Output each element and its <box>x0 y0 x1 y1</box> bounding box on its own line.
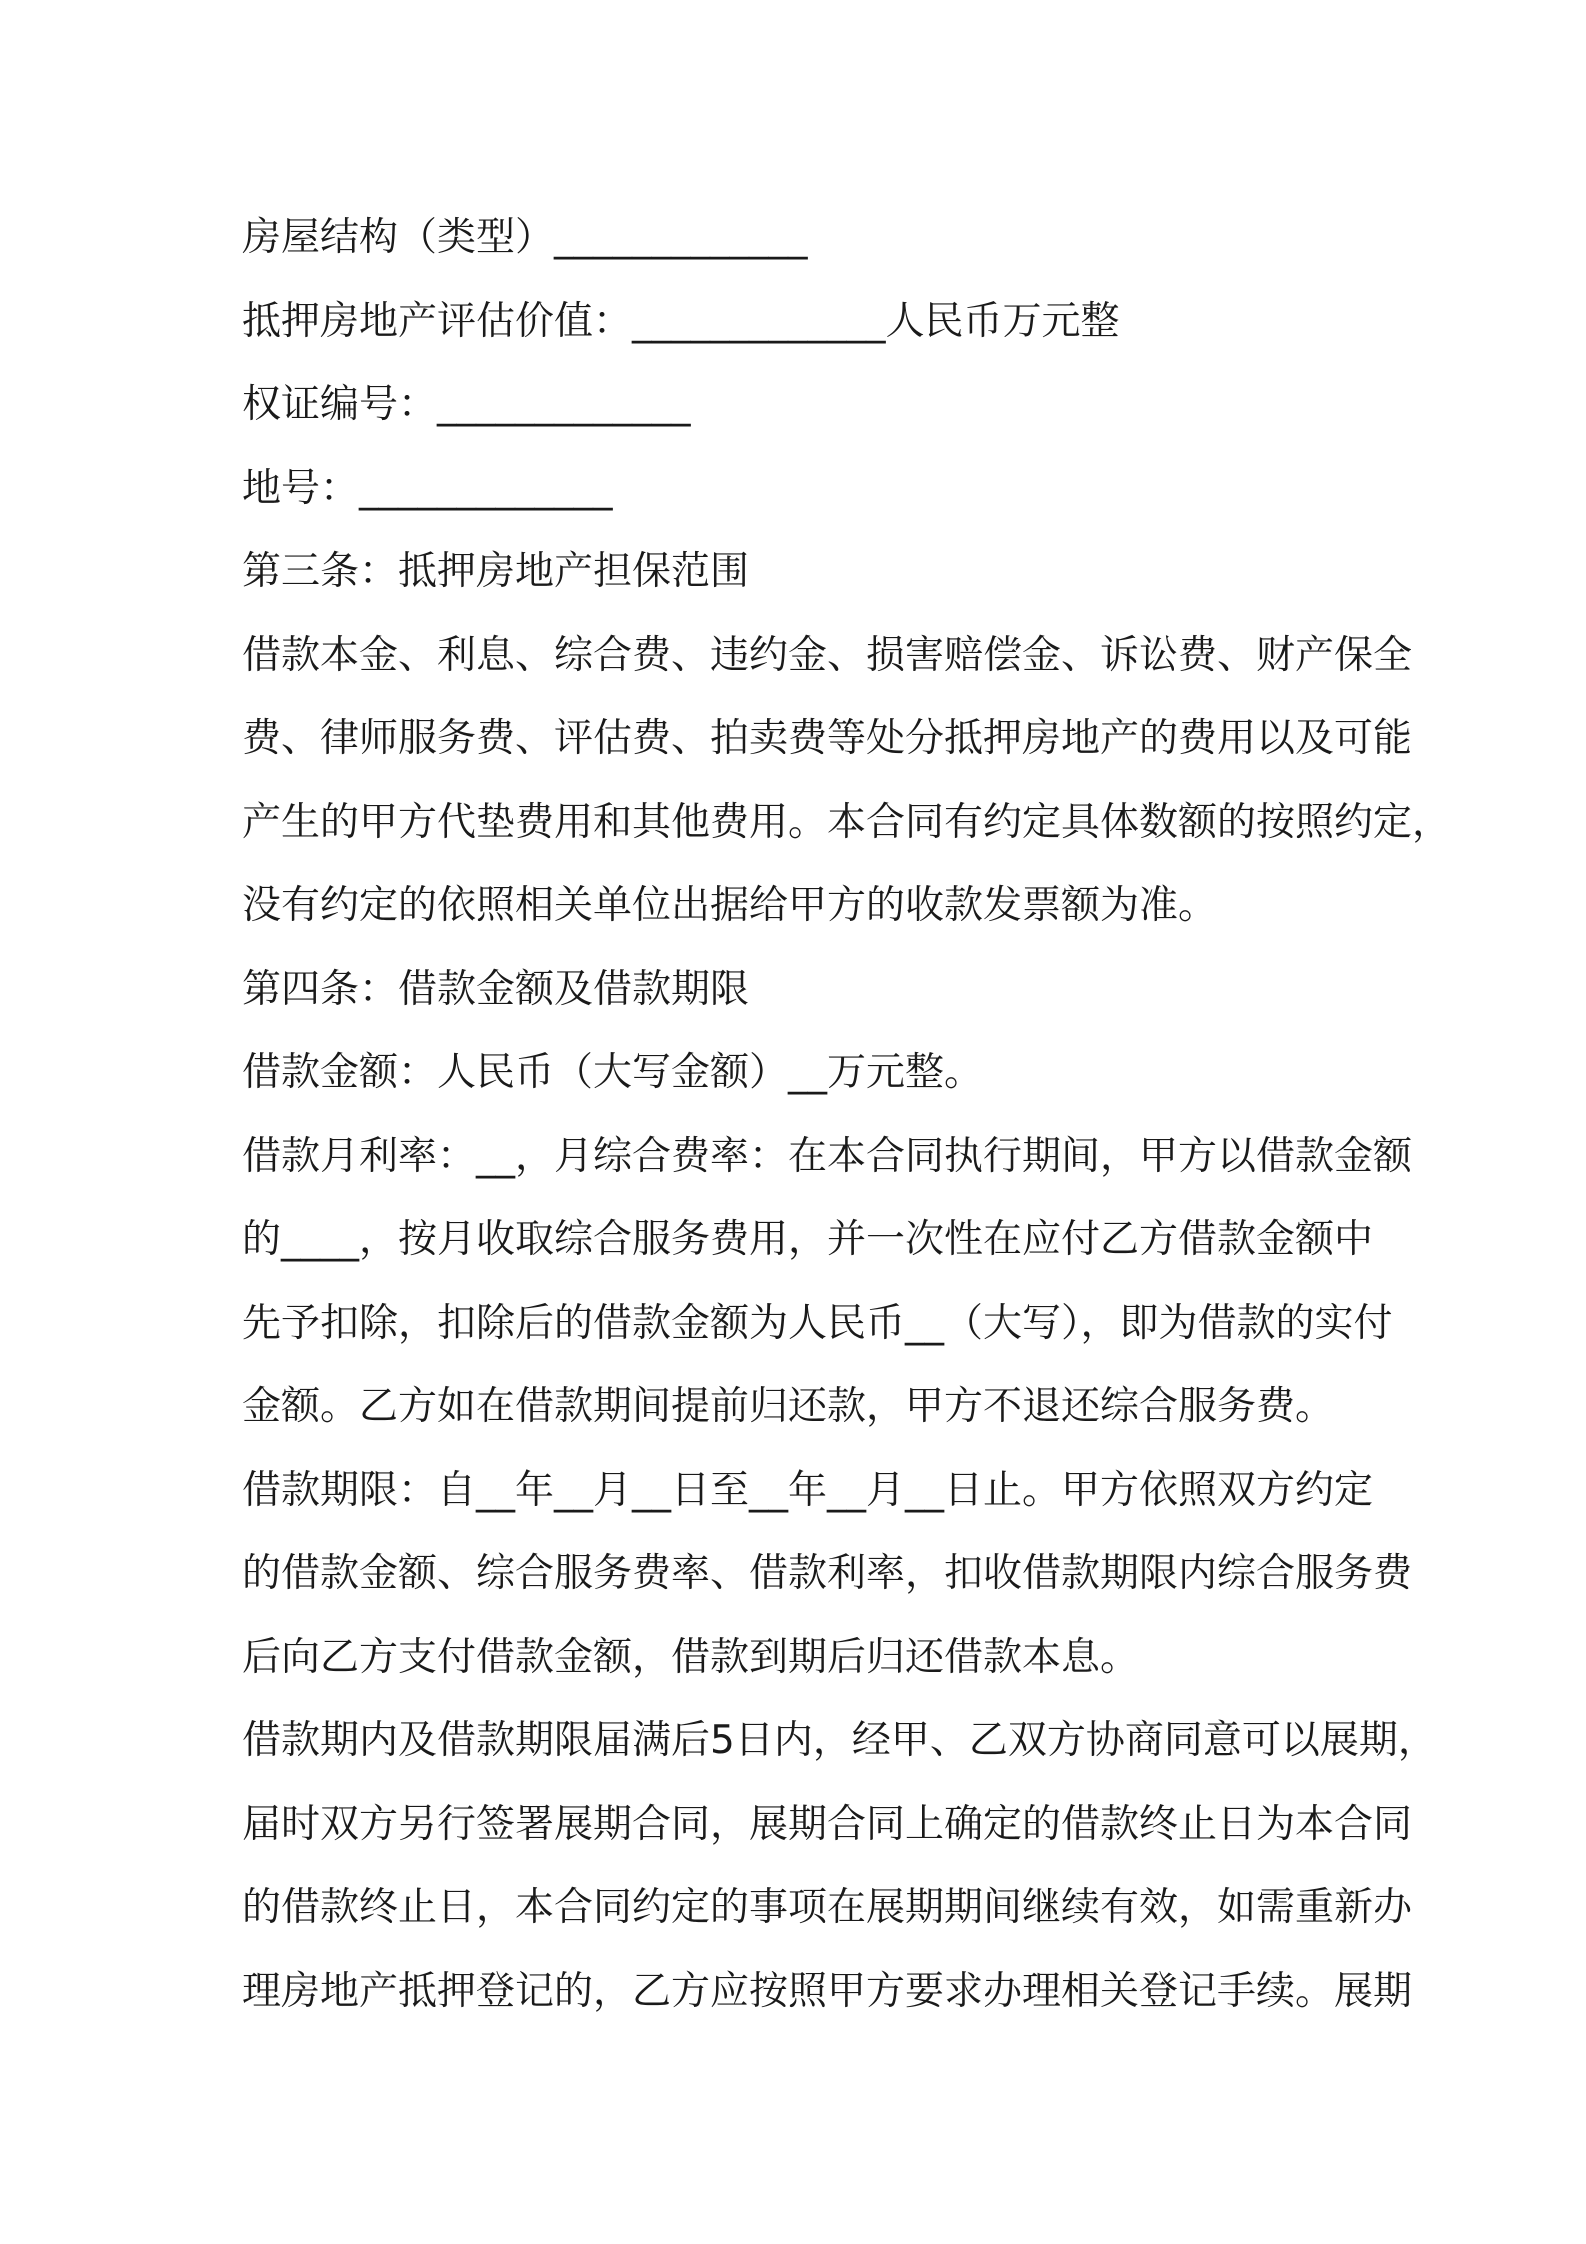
loan-term-text-line: 后向乙方支付借款金额，借款到期后归还借款本息。 <box>242 1634 1140 1680</box>
extension-text-line: 届时双方另行签署展期合同，展期合同上确定的借款终止日为本合同 <box>242 1801 1413 1847</box>
field-appraised-value: 抵押房地产评估价值：_____________人民币万元整 <box>242 298 1120 344</box>
loan-amount-line: 借款金额：人民币（大写金额）__万元整。 <box>242 1050 984 1095</box>
loan-rate-text-line: 借款月利率：__，月综合费率：在本合同执行期间，甲方以借款金额 <box>242 1133 1413 1179</box>
extension-text-line: 理房地产抵押登记的，乙方应按照甲方要求办理相关登记手续。展期 <box>242 1968 1413 2014</box>
article-3-text-line: 没有约定的依照相关单位出据给甲方的收款发票额为准。 <box>242 883 1218 928</box>
article-3-text-line: 借款本金、利息、综合费、违约金、损害赔偿金、诉讼费、财产保全 <box>242 632 1413 678</box>
loan-term-text-line: 借款期限：自__年__月__日至__年__月__日止。甲方依照双方约定 <box>242 1467 1374 1513</box>
loan-term-text-line: 的借款金额、综合服务费率、借款利率，扣收借款期限内综合服务费 <box>242 1551 1413 1596</box>
extension-text-line: 的借款终止日，本合同约定的事项在展期期间继续有效，如需重新办 <box>242 1885 1413 1930</box>
loan-rate-text-line: 先予扣除，扣除后的借款金额为人民币__（大写），即为借款的实付 <box>242 1300 1393 1346</box>
field-certificate-number: 权证编号：_____________ <box>242 382 691 427</box>
field-house-structure: 房屋结构（类型）_____________ <box>242 215 808 260</box>
extension-text-line: 借款期内及借款期限届满后5日内，经甲、乙双方协商同意可以展期， <box>242 1718 1437 1763</box>
article-4-heading: 第四条：借款金额及借款期限 <box>242 966 750 1012</box>
article-3-heading: 第三条：抵押房地产担保范围 <box>242 549 750 594</box>
document-body <box>242 196 1452 2033</box>
article-3-text-line: 费、律师服务费、评估费、拍卖费等处分抵押房地产的费用以及可能 <box>242 716 1413 761</box>
article-3-text-line: 产生的甲方代垫费用和其他费用。本合同有约定具体数额的按照约定， <box>242 799 1452 845</box>
loan-rate-text-line: 金额。乙方如在借款期间提前归还款，甲方不退还综合服务费。 <box>242 1384 1335 1429</box>
field-land-number: 地号：_____________ <box>242 465 613 511</box>
loan-rate-text-line: 的____，按月收取综合服务费用，并一次性在应付乙方借款金额中 <box>242 1217 1374 1262</box>
